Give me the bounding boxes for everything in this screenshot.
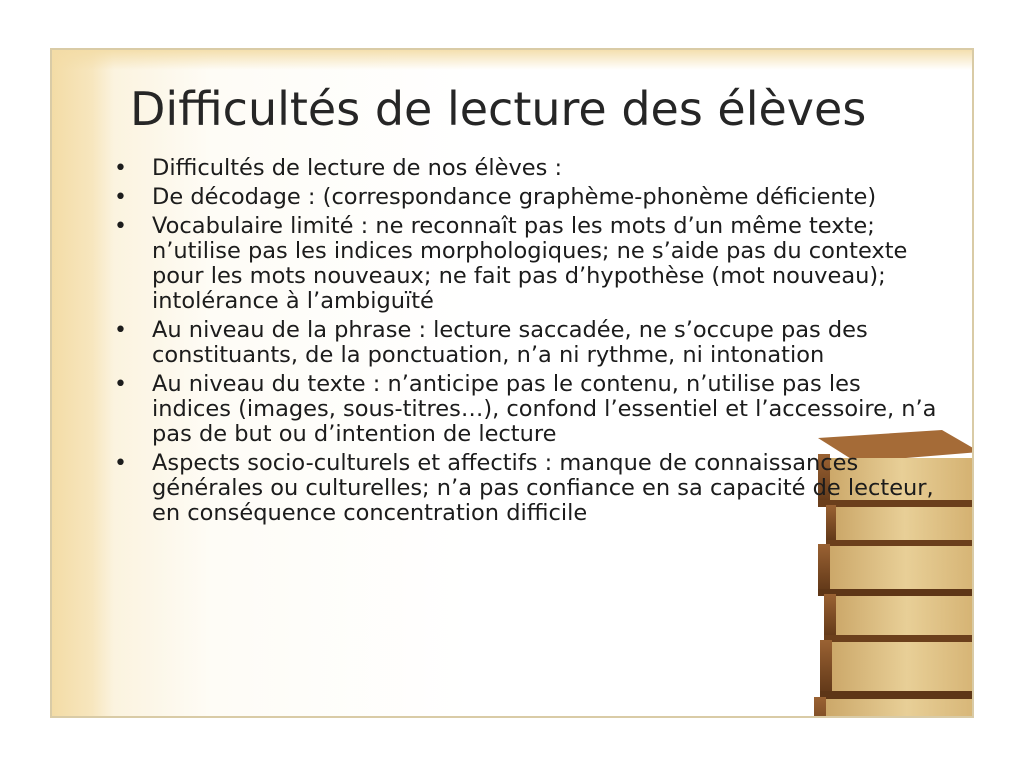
- bullet-icon: •: [114, 318, 127, 343]
- slide-title: Difficultés de lecture des élèves: [130, 82, 867, 136]
- bullet-text: De décodage : (correspondance graphème-phonème déficiente): [152, 184, 877, 210]
- book-5: [820, 640, 974, 699]
- book-3: [818, 544, 974, 596]
- bullet-list: [112, 156, 942, 530]
- bullet-item: [112, 318, 942, 368]
- bullet-item: [112, 156, 942, 181]
- bullet-item: [112, 214, 942, 314]
- bullet-icon: •: [114, 185, 127, 210]
- book-4: [824, 594, 974, 642]
- bullet-icon: •: [114, 214, 127, 239]
- bullet-text: Difficultés de lecture de nos élèves :: [152, 155, 563, 181]
- bullet-item: [112, 185, 942, 210]
- bullet-text: Au niveau du texte : n’anticipe pas le contenu, n’utilise pas les indices (images, sous-titres…), confond l’essentiel et l’accessoire, n’a pas de but ou d’intention de lecture: [152, 371, 937, 447]
- bullet-icon: •: [114, 156, 127, 181]
- bullet-text: Au niveau de la phrase : lecture saccadée, ne s’occupe pas des constituants, de la ponctuation, n’a ni rythme, ni intonation: [152, 317, 868, 368]
- bullet-icon: •: [114, 451, 127, 476]
- bullet-item: [112, 372, 942, 447]
- bullet-text: Vocabulaire limité : ne reconnaît pas les mots d’un même texte; n’utilise pas les indices morphologiques; ne s’aide pas du contexte pour les mots nouveaux; ne fait pas d’hypothèse (mot nouveau); intolérance à l’ambiguïté: [152, 213, 908, 314]
- book-6: [814, 697, 974, 718]
- bullet-icon: •: [114, 372, 127, 397]
- bullet-item: [112, 451, 942, 526]
- bullet-text: Aspects socio-culturels et affectifs : manque de connaissances générales ou culturelles; n’a pas confiance en sa capacité de lecteur, en conséquence concentration difficile: [152, 450, 934, 526]
